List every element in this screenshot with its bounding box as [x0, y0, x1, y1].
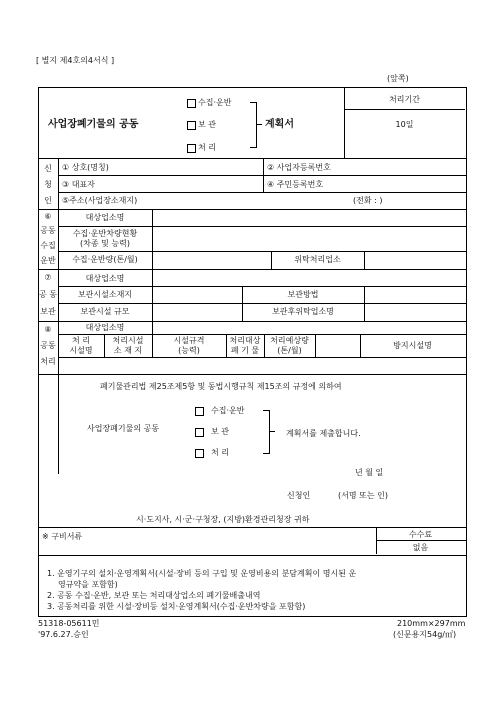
- collection-vehicles: 수집·운반차량현황: [72, 229, 138, 238]
- field-phone: (전화 : ): [353, 196, 383, 205]
- storage-location: 보관시설소재지: [77, 290, 133, 299]
- storage-after-contractor: 보관후위탁업소명: [272, 307, 334, 316]
- declaration-prefix: 사업장폐기물의 공동: [87, 424, 160, 433]
- col-facility-location-sub: 소 재 지: [113, 346, 143, 355]
- addressee: 시·도지사, 시·군·구청장, (지방)환경관리청장 귀하: [136, 515, 310, 524]
- paper-type: (신문용지54g/㎡): [393, 630, 457, 639]
- date-line: 년 월 일: [355, 468, 384, 477]
- doc-item-1: 1. 운영기구의 설치·운영계획서(시설·장비 등의 구입 및 운영비용의 분담계획이 명시된 운: [47, 569, 357, 578]
- collection-label-2: 공동: [40, 226, 56, 235]
- option-storage: 보 관: [198, 120, 216, 129]
- checkbox-treatment[interactable]: [187, 144, 196, 153]
- storage-label-2: 공 동: [39, 290, 57, 299]
- col-facility-name: 처 리: [72, 336, 90, 345]
- doc-item-2: 2. 공동 수집·운반, 보관 또는 처리대상업소의 폐기물배출내역: [47, 591, 261, 600]
- decl-checkbox-collection[interactable]: [195, 407, 204, 416]
- collection-label-1: ⑥: [44, 212, 52, 221]
- field-company-name: ① 상호(명칭): [62, 163, 109, 172]
- decl-checkbox-treatment[interactable]: [195, 449, 204, 458]
- col-expected-amount: 처리예상량: [270, 336, 309, 345]
- applicant-label-2: 청: [44, 180, 52, 189]
- title-suffix: 계획서: [265, 119, 294, 130]
- title-bracket: [256, 102, 257, 148]
- checkbox-storage[interactable]: [187, 121, 196, 130]
- required-docs-label: ※ 구비서류: [42, 532, 83, 541]
- decl-option-collection: 수집·운반: [211, 406, 245, 415]
- storage-label-3: 보관: [40, 307, 56, 316]
- treatment-label-3: 처리: [40, 357, 56, 366]
- collection-contractor: 위탁처리업소: [294, 255, 341, 264]
- storage-scale: 보관시설 규모: [80, 307, 130, 316]
- decl-option-storage: 보 관: [211, 427, 229, 436]
- col-prevention-facility: 방지시설명: [393, 341, 432, 350]
- decl-option-treatment: 처 리: [211, 448, 229, 457]
- doc-item-3: 3. 공동처리를 위한 시설·장비등 설치·운영계획서(수집·운반차량을 포함함): [47, 602, 306, 611]
- page-side-label: (앞쪽): [387, 74, 409, 83]
- title-prefix: 사업장폐기물의 공동: [48, 119, 139, 130]
- form-reference: [ 별지 제4호의4서식 ]: [36, 56, 115, 65]
- signature-placeholder: (서명 또는 인): [338, 491, 388, 500]
- applicant-label-3: 인: [44, 196, 52, 205]
- col-facility-location: 처리시설: [112, 336, 144, 345]
- treatment-label-2: 공동: [40, 341, 56, 350]
- col-facility-name-sub: 시설명: [69, 346, 93, 355]
- fee-label: 수수료: [408, 530, 433, 539]
- fee-value: 없음: [412, 543, 429, 552]
- doc-item-1-cont: 영규약을 포함함): [58, 580, 118, 589]
- field-representative: ③ 대표자: [62, 180, 95, 189]
- storage-target: 대상업소명: [85, 274, 125, 283]
- law-reference: 폐기물관리법 제25조제5항 및 동법시행규칙 제15조의 규정에 의하여: [100, 382, 342, 391]
- treatment-target: 대상업소명: [85, 323, 125, 332]
- declaration-bracket: [269, 410, 270, 454]
- applicant-signer: 신청인: [287, 491, 311, 500]
- storage-label-1: ⑦: [44, 273, 52, 282]
- collection-vehicles-sub: (차종 및 능력): [80, 239, 130, 248]
- field-resident-number: ④ 주민등록번호: [267, 180, 324, 189]
- period-value: 10일: [395, 120, 414, 129]
- field-business-number: ② 사업자등록번호: [267, 163, 331, 172]
- field-address: ⑤주소(사업장소재지): [62, 196, 138, 205]
- applicant-label-1: 신: [44, 164, 52, 173]
- declaration-suffix: 계획서를 제출합니다.: [286, 429, 361, 438]
- col-expected-amount-sub: (톤/월): [277, 346, 302, 355]
- col-target-waste-sub: 폐 기 물: [230, 346, 260, 355]
- col-facility-spec: 시설규격: [173, 336, 205, 345]
- collection-label-3: 수집: [40, 241, 56, 250]
- treatment-label-1: ⑧: [44, 325, 52, 334]
- collection-label-4: 운반: [40, 256, 56, 265]
- collection-target: 대상업소명: [85, 213, 125, 222]
- approval-date: '97.6.27.승인: [38, 630, 89, 639]
- period-label: 처리기간: [389, 95, 420, 104]
- decl-checkbox-storage[interactable]: [195, 428, 204, 437]
- option-collection: 수집·운반: [198, 98, 232, 107]
- storage-method: 보관방법: [287, 290, 319, 299]
- col-target-waste: 처리대상: [229, 336, 261, 345]
- form-code: 51318-05611민: [38, 619, 100, 628]
- paper-size: 210mm×297mm: [397, 619, 466, 628]
- option-treatment: 처 리: [198, 143, 216, 152]
- col-facility-spec-sub: (능력): [178, 346, 200, 355]
- checkbox-collection[interactable]: [187, 99, 196, 108]
- collection-amount: 수집·운반량(톤/월): [72, 255, 138, 264]
